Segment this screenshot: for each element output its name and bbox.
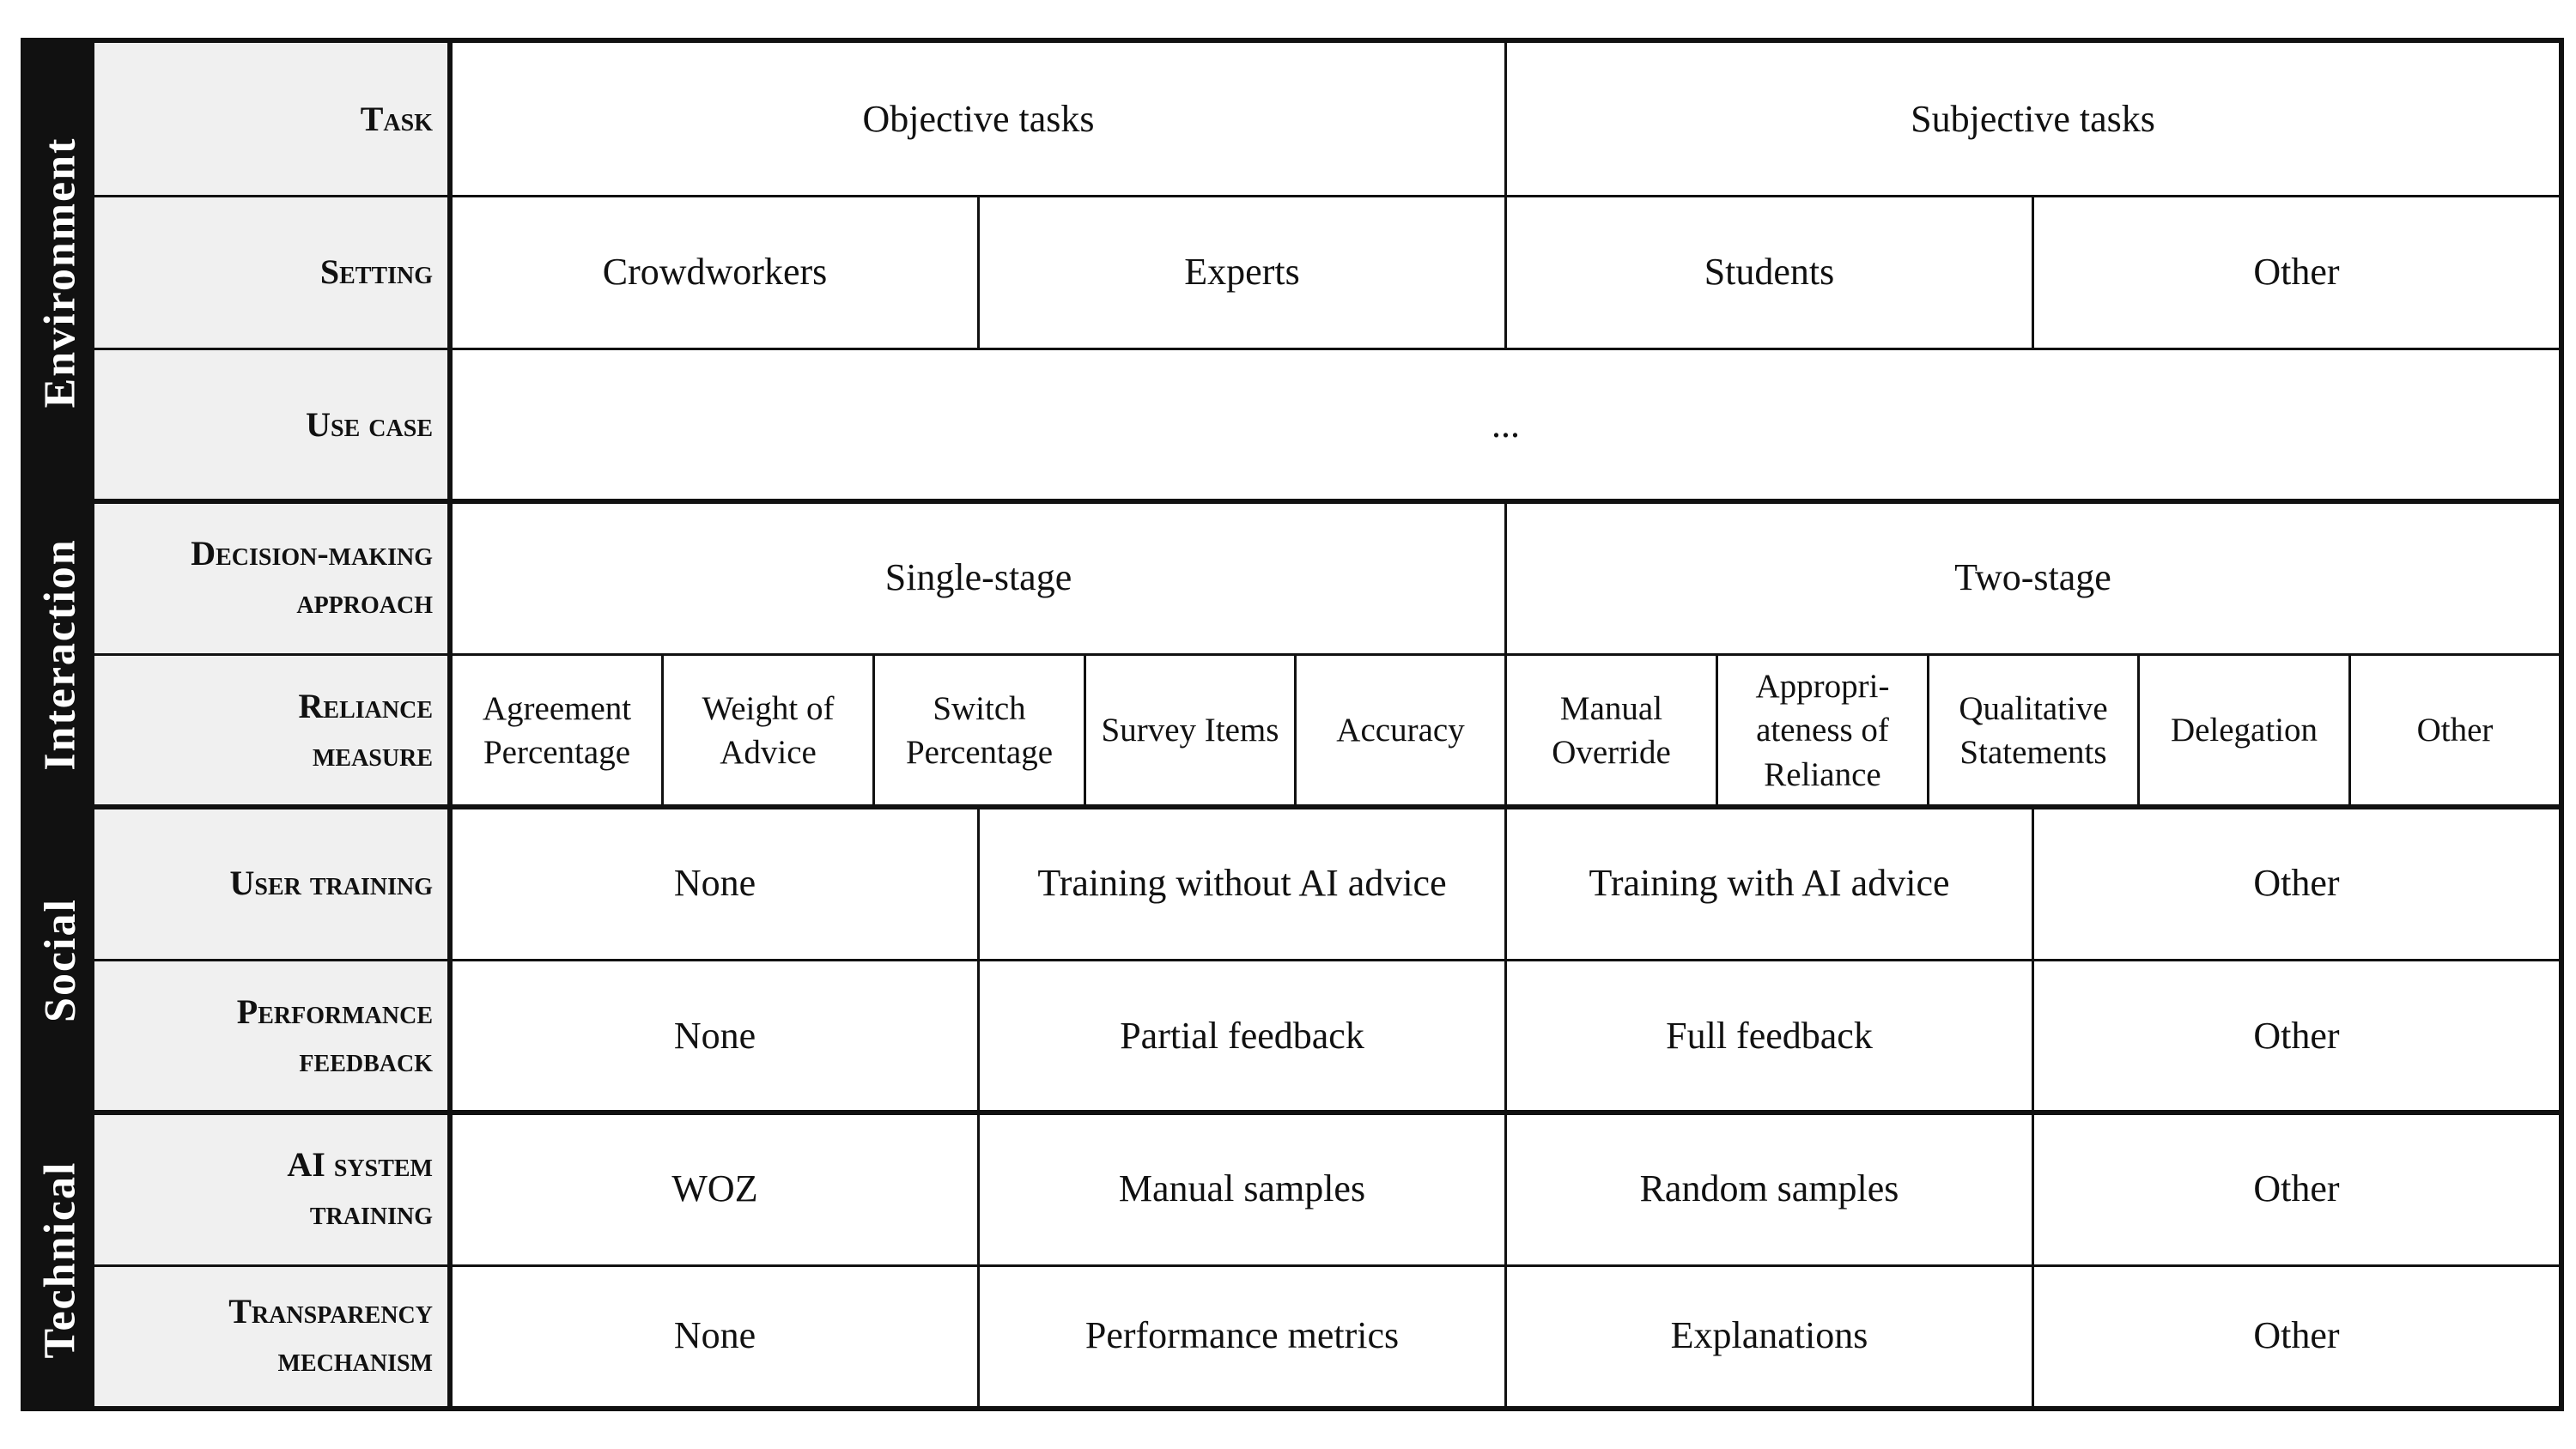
cell-full-feedback: Full feedback bbox=[1504, 960, 2032, 1113]
cell-weight-of-advice: Weight of Advice bbox=[661, 654, 872, 807]
cell-delegation: Delegation bbox=[2137, 654, 2348, 807]
cell-use-case-ellipsis: ... bbox=[450, 349, 2559, 501]
group-interaction bbox=[26, 501, 94, 807]
cell-two-stage: Two-stage bbox=[1504, 501, 2559, 654]
row-divider bbox=[94, 959, 2564, 961]
row-divider bbox=[94, 348, 2564, 350]
group-environment bbox=[26, 43, 94, 501]
cell-manual-override: Manual Override bbox=[1504, 654, 1716, 807]
cell-feedback-none: None bbox=[450, 960, 977, 1113]
cell-ai-training-other: Other bbox=[2032, 1113, 2559, 1265]
cell-performance-metrics: Performance metrics bbox=[977, 1265, 1504, 1406]
label-column-divider bbox=[447, 43, 453, 1406]
row-divider bbox=[94, 195, 2564, 197]
group-divider bbox=[26, 804, 2559, 809]
cell-subjective-tasks: Subjective tasks bbox=[1504, 43, 2559, 196]
group-technical-label: Technical bbox=[35, 1161, 85, 1358]
row-label-user-training: User training bbox=[94, 807, 450, 960]
cell-switch-percentage: Switch Percentage bbox=[872, 654, 1084, 807]
row-label-use-case: Use case bbox=[94, 349, 450, 501]
row-label-transparency-mechanism: Transparency mechanism bbox=[94, 1265, 450, 1406]
group-social-label: Social bbox=[35, 897, 85, 1022]
cell-training-without-ai-advice: Training without AI advice bbox=[977, 807, 1504, 960]
cell-accuracy: Accuracy bbox=[1294, 654, 1504, 807]
cell-woz: WOZ bbox=[450, 1113, 977, 1265]
group-divider bbox=[26, 1110, 2559, 1115]
row-label-ai-system-training: AI system training bbox=[94, 1113, 450, 1265]
cell-feedback-other: Other bbox=[2032, 960, 2559, 1113]
cell-transparency-none: None bbox=[450, 1265, 977, 1406]
row-label-performance-feedback: Performance feedback bbox=[94, 960, 450, 1113]
cell-agreement-percentage: Agreement Percentage bbox=[450, 654, 661, 807]
cell-survey-items: Survey Items bbox=[1084, 654, 1294, 807]
cell-partial-feedback: Partial feedback bbox=[977, 960, 1504, 1113]
group-divider bbox=[26, 499, 2559, 504]
cell-training-with-ai-advice: Training with AI advice bbox=[1504, 807, 2032, 960]
group-social bbox=[26, 807, 94, 1113]
cell-explanations: Explanations bbox=[1504, 1265, 2032, 1406]
cell-crowdworkers: Crowdworkers bbox=[450, 196, 977, 349]
cell-objective-tasks: Objective tasks bbox=[450, 43, 1504, 196]
cell-students: Students bbox=[1504, 196, 2032, 349]
cell-user-training-none: None bbox=[450, 807, 977, 960]
cell-reliance-other: Other bbox=[2348, 654, 2559, 807]
row-divider bbox=[94, 653, 2564, 656]
row-label-reliance-measure: Reliance measure bbox=[94, 654, 450, 807]
cell-setting-other: Other bbox=[2032, 196, 2559, 349]
cell-experts: Experts bbox=[977, 196, 1504, 349]
cell-random-samples: Random samples bbox=[1504, 1113, 2032, 1265]
taxonomy-table bbox=[21, 38, 2564, 1411]
cell-qualitative-statements: Qualitative Statements bbox=[1927, 654, 2137, 807]
row-divider bbox=[94, 1264, 2564, 1267]
row-label-decision-making: Decision-making approach bbox=[94, 501, 450, 654]
group-technical bbox=[26, 1113, 94, 1406]
cell-appropriateness-of-reliance: Appropri- ateness of Reliance bbox=[1716, 654, 1927, 807]
row-label-setting: Setting bbox=[94, 196, 450, 349]
cell-single-stage: Single-stage bbox=[450, 501, 1504, 654]
cell-manual-samples: Manual samples bbox=[977, 1113, 1504, 1265]
cell-user-training-other: Other bbox=[2032, 807, 2559, 960]
group-interaction-label: Interaction bbox=[35, 537, 85, 771]
cell-transparency-other: Other bbox=[2032, 1265, 2559, 1406]
group-environment-label: Environment bbox=[35, 136, 85, 408]
row-label-task: Task bbox=[94, 43, 450, 196]
